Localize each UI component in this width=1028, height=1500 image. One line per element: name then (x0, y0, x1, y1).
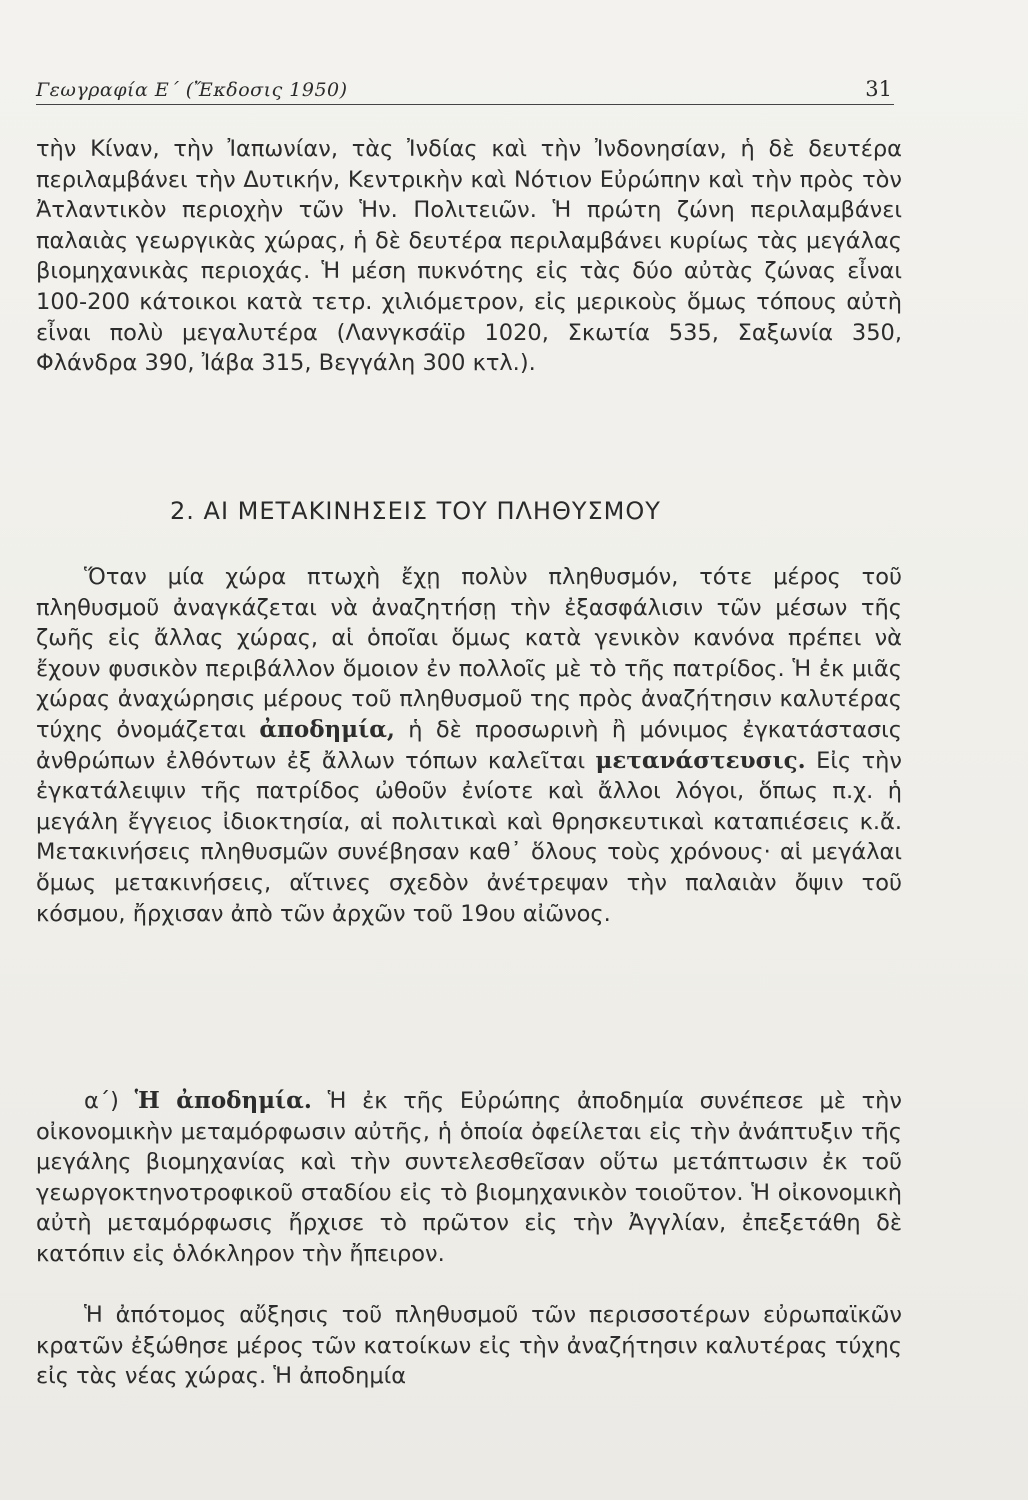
subsection-label: α΄) (84, 1088, 135, 1114)
paragraph-text: Εἰς τὴν ἐγκατάλειψιν τῆς πατρίδος ὠθοῦν ἐνίοτε καὶ ἄλλοι λόγοι, ὅπως π.χ. ἡ μεγάλη ἔγγειος ἰδιοκτησία, αἱ πολιτικαὶ καὶ θρησκευτικαὶ καταπιέσεις κ.ἄ. Μετακινήσεις πληθυσμῶν συνέβησαν καθ᾿ ὅλους τοὺς χρόνους· αἱ μεγάλαι ὅμως μετακινήσεις, αἵτινες σχεδὸν ἀνέτρεψαν τὴν παλαιὰν ὄψιν τοῦ κόσμου, ἤρχισαν ἀπὸ τῶν ἀρχῶν τοῦ 19ου αἰῶνος. (36, 747, 902, 927)
bold-term-metanastefsis: μετανάστευσις. (595, 746, 806, 774)
paragraph-migration-definition (36, 562, 902, 929)
paragraph-text: ἡ δὲ προσωρινὴ ἢ μόνιμος ἐγκατάστασις ἀνθρώπων ἐλθόντων ἐξ ἄλλων τόπων καλεῖται (36, 716, 902, 774)
bold-term-apodimia: ἀποδημία, (259, 715, 395, 743)
paragraph-emigration (36, 1086, 902, 1270)
paragraph-population-zones: τὴν Κίναν, τὴν Ἰαπωνίαν, τὰς Ἰνδίας καὶ τὴν Ἰνδονησίαν, ἡ δὲ δευτέρα περιλαμβάνει τὴν Δυτικήν, Κεντρικὴν καὶ Νότιον Εὐρώπην καὶ τὴν πρὸς τὸν Ἀτλαντικὸν περιοχὴν τῶν Ἡν. Πολιτειῶν. Ἡ πρώτη ζώνη περιλαμβάνει παλαιὰς γεωργικὰς χώρας, ἡ δὲ δευτέρα περιλαμβάνει κυρίως τὰς μεγάλας βιομηχανικὰς περιοχάς. Ἡ μέση πυκνότης εἰς τὰς δύο αὐτὰς ζώνας εἶναι 100-200 κάτοικοι κατὰ τετρ. χιλιόμετρον, εἰς μερικοὺς ὅμως τόπους αὐτὴ εἶναι πολὺ μεγαλυτέρα (Λανγκσάϊρ 1020, Σκωτία 535, Σαξωνία 350, Φλάνδρα 390, Ἰάβα 315, Βεγγάλη 300 κτλ.). (36, 136, 902, 377)
paragraph-text: Ὅταν μία χώρα πτωχὴ ἔχῃ πολὺν πληθυσμόν, τότε μέρος τοῦ πληθυσμοῦ ἀναγκάζεται νὰ ἀναζητήσῃ τὴν ἐξασφάλισιν τῶν μέσων τῆς ζωῆς εἰς ἄλλας χώρας, αἱ ὁποῖαι ὅμως κατὰ γενικὸν κανόνα πρέπει νὰ ἔχουν φυσικὸν περιβάλλον ὅμοιον ἐν πολλοῖς μὲ τὸ τῆς πατρίδος. Ἡ ἐκ μιᾶς χώρας ἀναχώρησις μέρους τοῦ πληθυσμοῦ της πρὸς ἀναζήτησιν καλυτέρας τύχης ὀνομάζεται (36, 564, 902, 743)
page-number: 31 (865, 77, 892, 101)
section-heading: 2. ΑΙ ΜΕΤΑΚΙΝΗΣΕΙΣ ΤΟΥ ΠΛΗΘΥΣΜΟΥ (170, 497, 661, 525)
paragraph-text: Ἡ ἐκ τῆς Εὐρώπης ἀποδημία συνέπεσε μὲ τὴν οἰκονομικὴν μεταμόρφωσιν αὐτῆς, ἡ ὁποία ὀφείλεται εἰς τὴν ἀνάπτυξιν τῆς μεγάλης βιομηχανίας καὶ τὴν συντελεσθεῖσαν οὕτω μετάπτωσιν ἐκ τοῦ γεωργοκτηνοτροφικοῦ σταδίου εἰς τὸ βιομηχανικὸν τοιοῦτον. Ἡ οἰκονομικὴ αὐτὴ μεταμόρφωσις ἤρχισε τὸ πρῶτον εἰς τὴν Ἀγγλίαν, ἐπεξετάθη δὲ κατόπιν εἰς ὁλόκληρον τὴν ἤπειρον. (36, 1088, 902, 1267)
running-header (36, 74, 894, 105)
running-header-title: Γεωγραφία Ε΄ (Ἔκδοσις 1950) (36, 79, 348, 101)
subsection-title: Ἡ ἀποδημία. (134, 1087, 312, 1114)
paragraph-population-growth: Ἡ ἀπότομος αὔξησις τοῦ πληθυσμοῦ τῶν περισσοτέρων εὐρωπαϊκῶν κρατῶν ἐξώθησε μέρος τῶν κατοίκων εἰς τὴν ἀναζήτησιν καλυτέρας τύχης εἰς τὰς νέας χώρας. Ἡ ἀποδημία (36, 1302, 902, 1390)
